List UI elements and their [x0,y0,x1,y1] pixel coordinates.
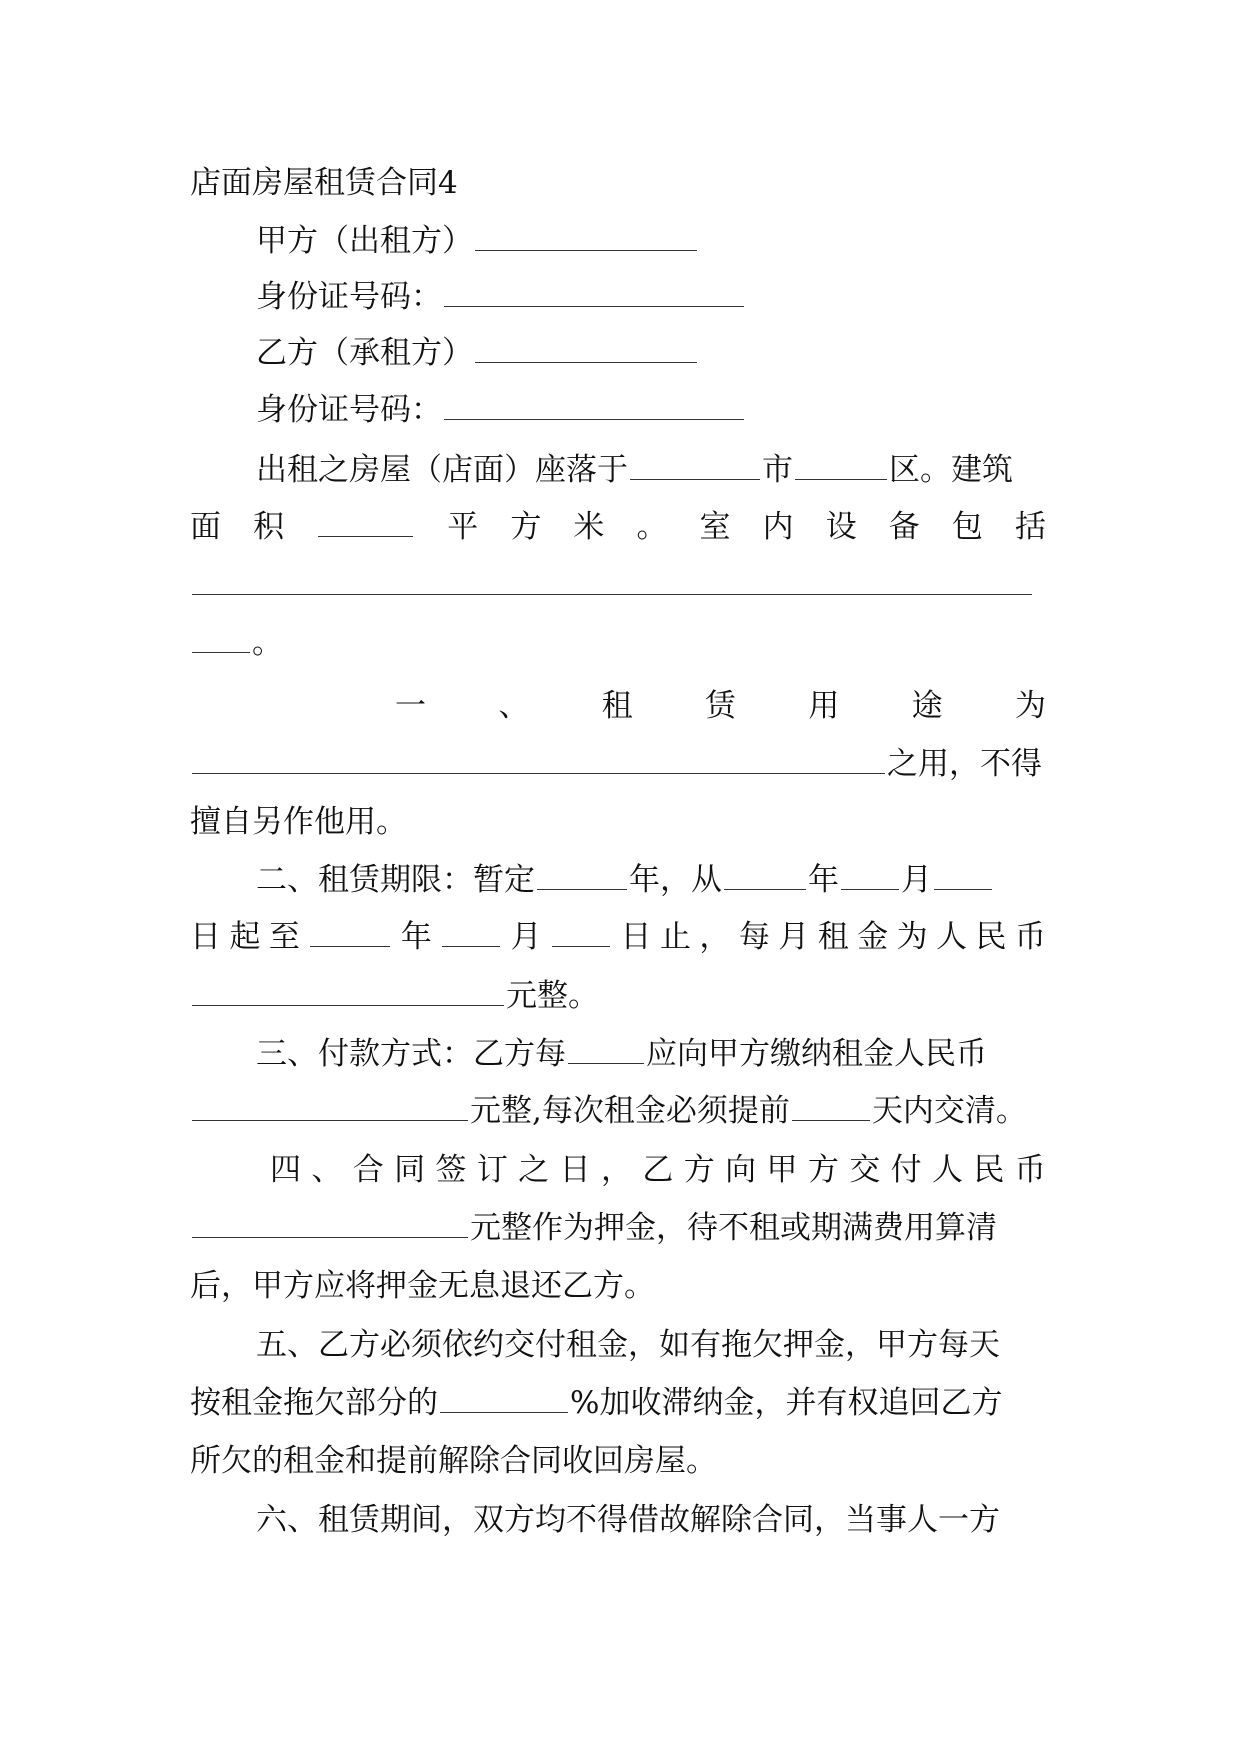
district-blank [795,453,887,480]
clause-2-word: 起 [229,919,261,955]
clause-4-line-2 [190,1203,1046,1253]
end-day-blank [552,920,610,947]
clause-2-word: 民 [975,919,1007,955]
start-month-blank [841,863,899,890]
clause-4-line-1 [270,1145,1046,1195]
clause-5-line-1 [256,1320,1046,1370]
clause-2-text-4: 月 [901,862,932,898]
area-word: 米 [573,509,605,545]
clause-2-text-3: 年 [808,862,839,898]
area-word: 室 [699,509,731,545]
monthly-rent-blank [192,979,504,1006]
clause-1-word: 途 [911,688,943,724]
city-blank [630,453,760,480]
clause-3-text-2: 应向甲方缴纳租金人民币 [646,1036,987,1072]
clause-5-text-3: 所欠的租金和提前解除合同收回房屋。 [190,1443,717,1479]
party-b-id-blank [444,393,744,420]
term-years-blank [537,863,627,890]
purpose-blank [192,747,885,774]
clause-2-text-1: 二、租赁期限：暂定 [256,862,535,898]
party-b-id-label: 身份证号码： [256,392,442,428]
clause-5-line-2 [190,1378,1046,1428]
clause-2-line-3-text: 元整。 [506,978,599,1014]
party-b-label: 乙方（承租方） [256,335,473,371]
end-month-blank [442,920,500,947]
clause-4-line-3 [190,1261,1046,1311]
area-word: 方 [510,509,542,545]
clause-6-line-1 [256,1495,1046,1545]
clause-3-text-1: 三、付款方式：乙方每 [256,1036,566,1072]
party-a-id-line [256,272,1046,322]
equipment-end-text: 。 [252,625,283,661]
clause-4-word: 乙 [642,1152,674,1188]
clause-1-word: 一 [395,688,426,724]
clause-5-text-2b: %加收滞纳金，并有权追回乙方 [570,1385,1003,1421]
equipment-blank [192,568,1032,595]
clause-5-text-1: 五、乙方必须依约交付租金，如有拖欠押金，甲方每天 [256,1327,1000,1363]
document-title [190,158,1046,208]
area-blank [318,510,413,537]
clause-2-word: 月 [778,919,810,955]
area-line [190,502,1046,552]
deposit-blank [192,1211,468,1238]
party-a-blank [475,224,697,251]
clause-4-word: 甲 [766,1152,798,1188]
party-a-label: 甲方（出租方） [256,223,473,259]
clause-2-word: 币 [1014,919,1046,955]
clause-2-word: 每 [738,919,770,955]
clause-4-word: 之 [518,1152,550,1188]
area-word: 积 [253,509,285,545]
party-b-blank [475,336,697,363]
location-text-1: 出租之房屋（店面）座落于 [256,452,628,488]
clause-1-word: 为 [1014,688,1046,724]
clause-4-word: 向 [725,1152,757,1188]
clause-2-line-3 [190,971,1046,1021]
clause-2-line-1 [256,855,1046,905]
clause-1-tail: 之用，不得 [887,746,1042,782]
clause-4-word: 四 [270,1152,301,1188]
clause-5-line-3 [190,1436,1046,1486]
clause-4-word: 日 [559,1152,591,1188]
clause-2-word: 止 [659,919,691,955]
end-year-blank [310,920,390,947]
clause-1-heading [395,681,1046,731]
clause-2-word: 月 [510,919,542,955]
area-word: 平 [447,509,479,545]
clause-5-text-2a: 按租金拖欠部分的 [190,1385,438,1421]
equipment-end-line [190,618,1046,668]
clause-1-word: 租 [601,688,633,724]
clause-4-word: ， [601,1152,632,1188]
clause-2-word: 年 [400,919,432,955]
party-a-id-blank [444,280,744,307]
clause-4-word: 同 [394,1152,426,1188]
party-a-line [256,216,1046,266]
clause-1-line-2 [190,739,1046,789]
area-word: 括 [1014,509,1046,545]
party-b-id-line [256,385,1046,435]
clause-4-word: 人 [932,1152,963,1188]
location-line [256,445,1046,495]
clause-3-text-3: 元整,每次租金必须提前 [470,1093,790,1129]
title-text: 店面房屋租赁合同4 [190,165,458,201]
clause-1-word: 、 [498,688,530,724]
late-fee-blank [440,1386,568,1413]
clause-2-word: 日 [620,919,652,955]
clause-4-word: 方 [807,1152,839,1188]
clause-3-text-4: 天内交清。 [871,1093,1027,1129]
clause-3-line-1 [256,1029,1046,1079]
clause-2-word: 金 [857,919,889,955]
area-word: 内 [762,509,794,545]
clause-3-line-2 [190,1086,1046,1136]
area-word: 。 [636,509,668,545]
start-day-blank [934,863,992,890]
clause-6-text-1: 六、租赁期间，双方均不得借故解除合同，当事人一方 [256,1502,1000,1538]
clause-2-word: ， [699,919,731,955]
clause-4-text-2: 元整作为押金，待不租或期满费用算清 [470,1210,997,1246]
clause-4-word: 币 [1014,1152,1046,1188]
clause-4-word: 、 [311,1152,343,1188]
clause-1-line-3-text: 擅自另作他用。 [190,804,407,840]
clause-1-line-3 [190,797,1046,847]
clause-1-word: 用 [808,688,840,724]
clause-2-word: 租 [817,919,849,955]
area-word: 备 [888,509,920,545]
clause-4-text-3: 后，甲方应将押金无息退还乙方。 [190,1268,655,1304]
start-year-blank [724,863,806,890]
clause-2-word: 为 [896,919,928,955]
area-word: 设 [825,509,857,545]
clause-4-word: 方 [683,1152,715,1188]
clause-4-word: 合 [352,1152,384,1188]
location-text-3: 区。建筑 [889,452,1013,488]
equipment-blank-line [190,560,1046,610]
payment-amount-blank [192,1094,468,1121]
clause-2-word: 至 [268,919,300,955]
party-a-id-label: 身份证号码： [256,279,442,315]
clause-2-word: 日 [190,919,221,955]
clause-4-word: 签 [435,1152,467,1188]
clause-2-line-2 [190,912,1046,962]
area-word: 面 [190,509,221,545]
payment-days-blank [792,1094,870,1121]
clause-4-word: 民 [973,1152,1005,1188]
clause-4-word: 交 [849,1152,881,1188]
equipment-blank-end [192,626,250,653]
clause-1-word: 赁 [704,688,736,724]
clause-4-word: 订 [476,1152,508,1188]
location-text-2: 市 [762,452,793,488]
payment-period-blank [568,1037,644,1064]
area-word: 包 [951,509,983,545]
clause-2-word: 人 [936,919,967,955]
clause-2-text-2: 年，从 [629,862,722,898]
party-b-line [256,328,1046,378]
clause-4-word: 付 [890,1152,922,1188]
